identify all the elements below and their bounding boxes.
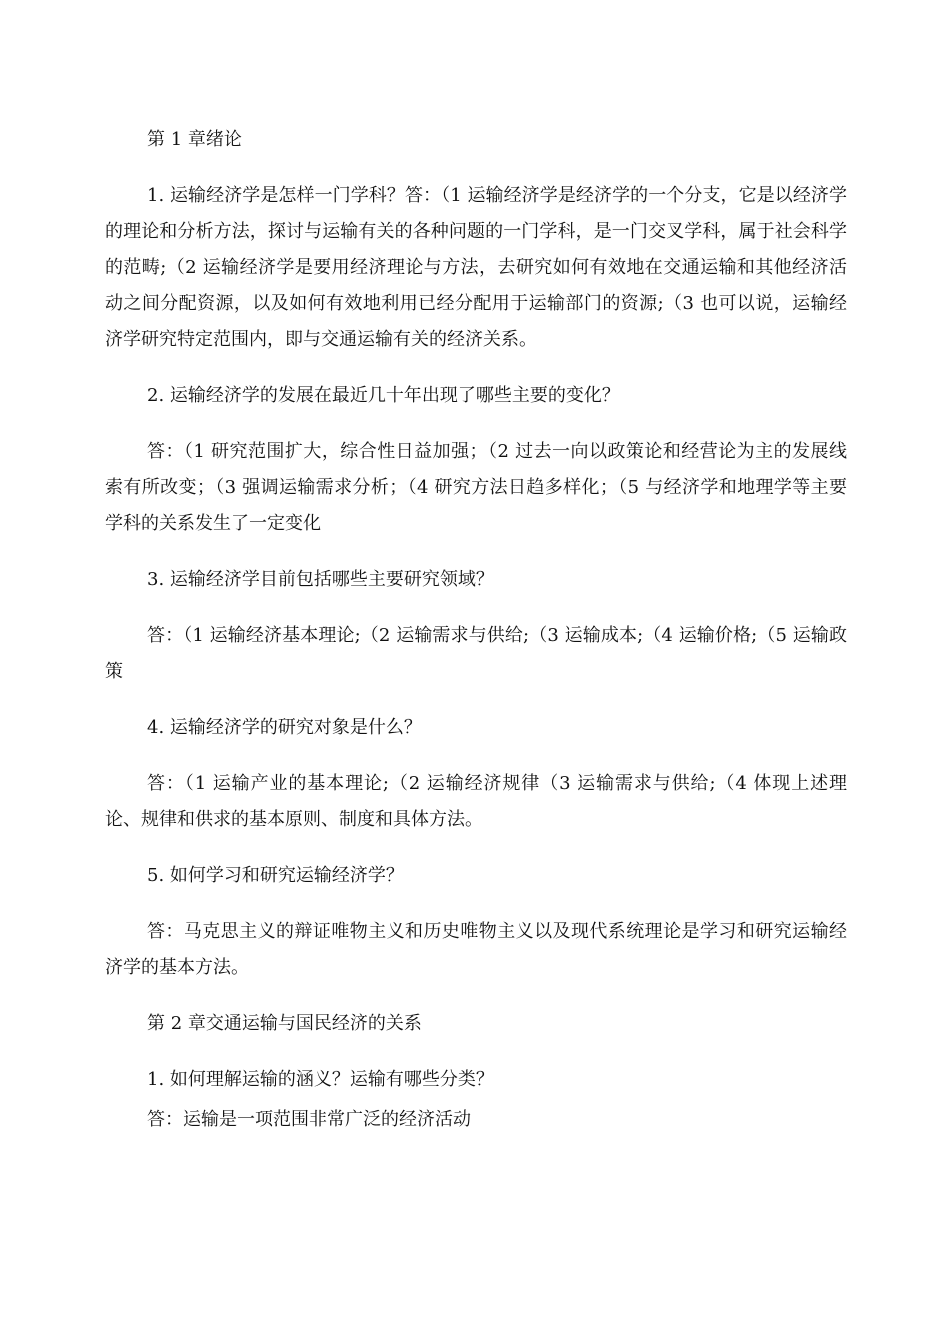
question-2: 2. 运输经济学的发展在最近几十年出现了哪些主要的变化？ — [147, 385, 620, 406]
question-1-with-answer: 1. 运输经济学是怎样一门学科？答：（1 运输经济学是经济学的一个分支，它是以经济学的理论和分析方法，探讨与运输有关的各种问题的一门学科，是一门交叉学科，属于社会科学的范畴;（2 运输经济学是要用经济理论与方法，去研究如何有效地在交通运输和其他经济活动之间分配资源，以及如何有效地利用已经分配用于运输部门的资源;（3 也可以说，运输经济学研究特定范围内，即与交通运输有关的经济关系。 — [105, 185, 847, 350]
chapter-2-question-1: 1. 如何理解运输的涵义？运输有哪些分类？ — [147, 1069, 494, 1090]
question-4: 4. 运输经济学的研究对象是什么？ — [147, 717, 422, 738]
chapter-2-answer-1: 答：运输是一项范围非常广泛的经济活动 — [147, 1109, 471, 1130]
answer-4: 答：（1 运输产业的基本理论;（2 运输经济规律（3 运输需求与供给;（4 体现上述理论、规律和供求的基本原则、制度和具体方法。 — [105, 773, 847, 830]
chapter-1-heading: 第 1 章绪论 — [147, 129, 242, 150]
question-5: 5. 如何学习和研究运输经济学？ — [147, 865, 404, 886]
chapter-2-heading: 第 2 章交通运输与国民经济的关系 — [147, 1013, 422, 1034]
answer-5: 答：马克思主义的辩证唯物主义和历史唯物主义以及现代系统理论是学习和研究运输经济学的基本方法。 — [105, 921, 847, 978]
document-body — [105, 122, 847, 1138]
answer-2: 答：（1 研究范围扩大，综合性日益加强；（2 过去一向以政策论和经营论为主的发展线索有所改变；（3 强调运输需求分析；（4 研究方法日趋多样化；（5 与经济学和地理学等主要学科的关系发生了一定变化 — [105, 441, 847, 534]
answer-3: 答：（1 运输经济基本理论;（2 运输需求与供给;（3 运输成本;（4 运输价格;（5 运输政策 — [105, 625, 847, 682]
question-3: 3. 运输经济学目前包括哪些主要研究领域？ — [147, 569, 494, 590]
